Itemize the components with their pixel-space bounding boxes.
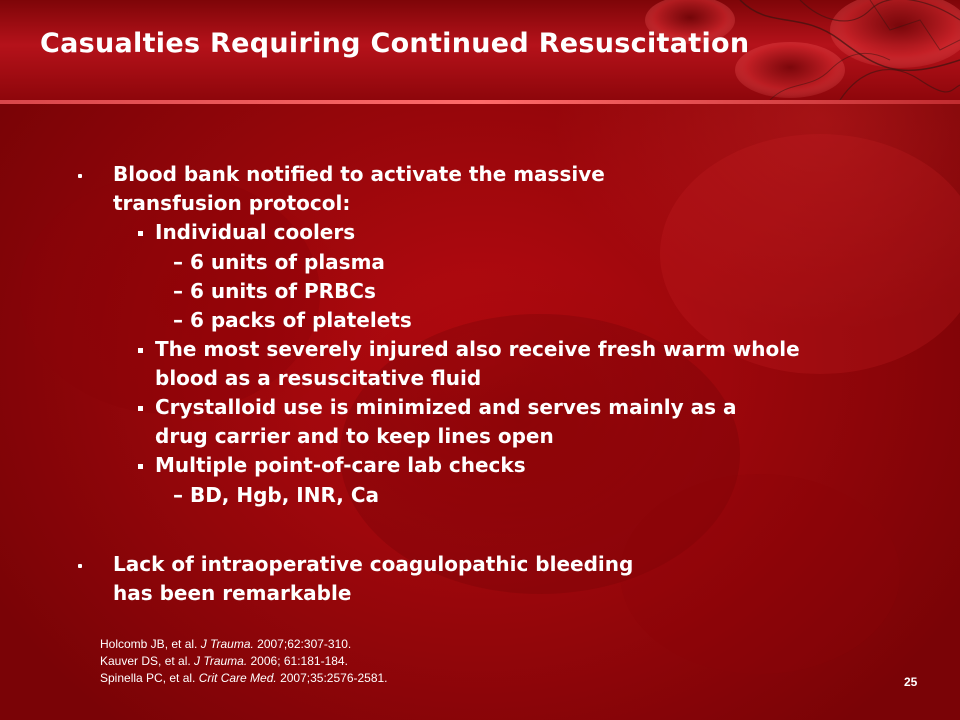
lab-check-item: – BD, Hgb, INR, Ca bbox=[173, 483, 379, 507]
bullet-square-icon bbox=[138, 464, 143, 469]
cooler-item-platelets: – 6 packs of platelets bbox=[173, 308, 412, 332]
sub-bullet-whole-blood-line-1: The most severely injured also receive fresh warm whole bbox=[155, 337, 800, 361]
bullet-dot-icon bbox=[78, 564, 82, 568]
bullet-1-line-1: Blood bank notified to activate the massive bbox=[113, 162, 605, 186]
reference-item: Spinella PC, et al. Crit Care Med. 2007;35:2576-2581. bbox=[100, 671, 388, 685]
bullet-2-line-1: Lack of intraoperative coagulopathic bleeding bbox=[113, 552, 634, 576]
cooler-item-prbcs: – 6 units of PRBCs bbox=[173, 279, 376, 303]
references bbox=[100, 636, 388, 687]
bullet-square-icon bbox=[138, 348, 143, 353]
bullet-dot-icon bbox=[78, 174, 82, 178]
header-bar bbox=[0, 0, 960, 100]
bullet-2-line-2: has been remarkable bbox=[113, 581, 352, 605]
bullet-square-icon bbox=[138, 231, 143, 236]
sub-bullet-whole-blood-line-2: blood as a resuscitative fluid bbox=[155, 366, 482, 390]
reference-item: Holcomb JB, et al. J Trauma. 2007;62:307-310. bbox=[100, 637, 352, 651]
sub-bullet-crystalloid-line-2: drug carrier and to keep lines open bbox=[155, 424, 554, 448]
slide-title: Casualties Requiring Continued Resuscitation bbox=[40, 28, 750, 59]
sub-bullet-lab-checks: Multiple point-of-care lab checks bbox=[155, 453, 526, 477]
cooler-item-plasma: – 6 units of plasma bbox=[173, 250, 385, 274]
sub-bullet-crystalloid-line-1: Crystalloid use is minimized and serves mainly as a bbox=[155, 395, 737, 419]
page-number: 25 bbox=[904, 675, 918, 689]
bullet-square-icon bbox=[138, 406, 143, 411]
reference-item: Kauver DS, et al. J Trauma. 2006; 61:181-184. bbox=[100, 654, 348, 668]
bullet-1-line-2: transfusion protocol: bbox=[113, 191, 351, 215]
sub-bullet-coolers: Individual coolers bbox=[155, 220, 356, 244]
